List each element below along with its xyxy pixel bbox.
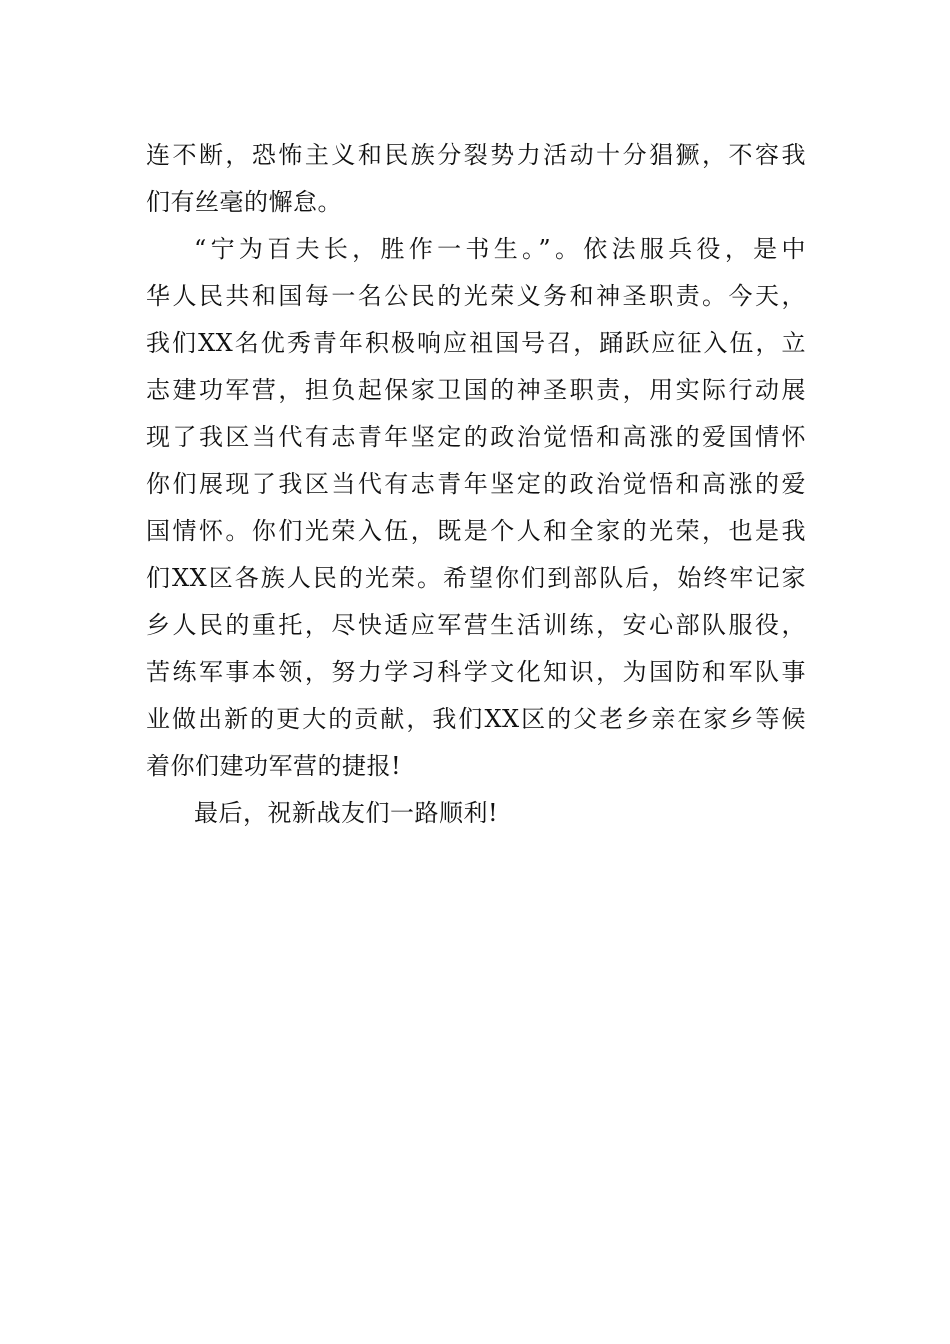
text-line: 连不断，恐怖主义和民族分裂势力活动十分猖獗，不容我 bbox=[146, 141, 806, 169]
paragraph-first-line: “宁为百夫长，胜作一书生。”。依法服兵役，是中 bbox=[194, 235, 806, 263]
text-line: 华人民共和国每一名公民的光荣义务和神圣职责。今天， bbox=[146, 282, 806, 310]
text-line: 你们展现了我区当代有志青年坚定的政治觉悟和高涨的爱 bbox=[146, 470, 806, 498]
text-line: 志建功军营，担负起保家卫国的神圣职责，用实际行动展 bbox=[146, 376, 806, 404]
text-line: 乡人民的重托，尽快适应军营生活训练，安心部队服役， bbox=[146, 611, 806, 639]
text-line: 国情怀。你们光荣入伍，既是个人和全家的光荣，也是我 bbox=[146, 517, 806, 545]
text-line: 业做出新的更大的贡献，我们XX区的父老乡亲在家乡等候 bbox=[146, 705, 806, 733]
text-line: 现了我区当代有志青年坚定的政治觉悟和高涨的爱国情怀 bbox=[146, 423, 806, 451]
text-line: 们有丝毫的懈怠。 bbox=[146, 188, 342, 216]
text-line: 们XX区各族人民的光荣。希望你们到部队后，始终牢记家 bbox=[146, 564, 806, 592]
text-line: 苦练军事本领，努力学习科学文化知识，为国防和军队事 bbox=[146, 658, 806, 686]
document-body bbox=[146, 132, 806, 837]
text-line: 我们XX名优秀青年积极响应祖国号召，踊跃应征入伍，立 bbox=[146, 329, 806, 357]
closing-line: 最后，祝新战友们一路顺利! bbox=[194, 799, 499, 827]
text-line: 着你们建功军营的捷报! bbox=[146, 752, 402, 780]
